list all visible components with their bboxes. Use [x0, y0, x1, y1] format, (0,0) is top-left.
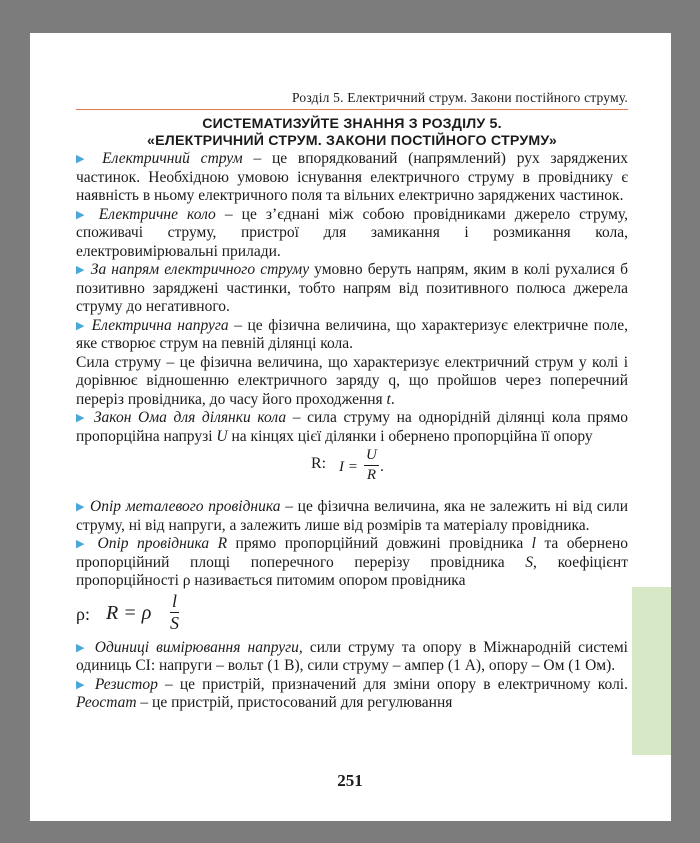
term: Електрична напруга — [91, 316, 229, 334]
term: Опір провідника — [97, 535, 210, 552]
term: Електричне коло — [98, 205, 216, 223]
page-number: 251 — [337, 771, 363, 790]
text: Сила струму – це фізична величина, що характеризує електричний струм у колі і дорівнює відношенню електричного заряду q, що пройшов через поперечний переріз провідника, до часу його проходження — [76, 353, 628, 408]
paragraph-resistance — [76, 498, 628, 535]
bullet-icon: ▶ — [76, 538, 90, 550]
text: – це пристрій, призначений для зміни опору в електричному колі. — [157, 675, 628, 693]
variable: S — [525, 553, 534, 571]
bullet-icon: ▶ — [76, 678, 88, 691]
bullet-icon: ▶ — [76, 264, 86, 276]
term: Закон Ома для ділянки кола — [93, 409, 287, 426]
text: умовно беруть напрям, яким в колі рухалися б позитивно заряджені частинки, тобто напрям від позитивного полюса джерела струму до негативного. — [76, 261, 629, 315]
section-title — [76, 116, 628, 150]
fraction-numerator: U — [364, 446, 379, 466]
paragraph-current — [76, 150, 628, 206]
bullet-icon: ▶ — [76, 319, 87, 332]
bullet-icon: ▶ — [76, 641, 88, 654]
bullet-icon: ▶ — [76, 501, 86, 513]
formula-end: . — [380, 458, 384, 475]
bullet-icon: ▶ — [76, 153, 92, 165]
paragraph-circuit — [76, 206, 628, 262]
paragraph-resistance-law — [76, 535, 628, 591]
term: Електричний струм — [102, 150, 243, 167]
chapter-tab — [632, 587, 671, 755]
section-title-line1: СИСТЕМАТИЗУЙТЕ ЗНАННЯ З РОЗДІЛУ 5. — [202, 116, 502, 132]
paragraph-current-strength — [76, 354, 628, 410]
text: та обернено пропорційний площі поперечного перерізу провідника — [76, 535, 629, 571]
bullet-icon: ▶ — [76, 208, 90, 221]
paragraph-direction — [76, 261, 628, 317]
text: – це з’єднані між собою провідниками джерело струму, споживачі струму, пристрої для замикання і розмикання кола, електровимірювальні прилади. — [76, 205, 628, 260]
section-title-line2: «ЕЛЕКТРИЧНИЙ СТРУМ. ЗАКОНИ ПОСТІЙНОГО СТРУМУ» — [147, 133, 557, 149]
paragraph-ohms-law — [76, 409, 628, 446]
variable: t — [386, 390, 391, 408]
term: Одиниці вимірювання напруги, — [94, 638, 303, 656]
fraction-denominator: R — [366, 466, 376, 483]
text: – це фізична величина, що характеризує електричне поле, яке створює струм на певній ділянці кола. — [76, 316, 628, 352]
formula-label: R: — [311, 455, 327, 472]
fraction-numerator: l — [171, 590, 177, 611]
text: прямо пропорційний довжині провідника — [227, 535, 532, 552]
text: – це впорядкований (напрямлений) рух заряджених частинок. Необхідною умовою існування електричного струму в провіднику є наявність в ньому електричного поля та вільних електрично заряджених частинок. — [76, 150, 628, 204]
text: , коефіцієнт пропорційності ρ називається питомим опором провідника — [76, 553, 628, 589]
ohms-law-formula — [76, 446, 628, 498]
text: – це фізична величина, яка не залежить ні від сили струму, ні від напруги, а залежить лише від розмірів та матеріалу провідника. — [76, 498, 629, 534]
term: За напрям електричного струму — [90, 261, 310, 278]
page-content — [76, 90, 628, 713]
text: на кінцях цієї ділянки і обернено пропорційна її опору — [227, 427, 593, 445]
formula-lhs: R = ρ — [106, 601, 152, 624]
text-end: . — [390, 390, 395, 408]
variable: U — [216, 427, 228, 445]
text: – це пристрій, пристосований для регулювання — [136, 694, 453, 711]
term: Опір металевого провідника — [90, 498, 281, 515]
text: сили струму та опору в Міжнародній системі одиниць СІ: напруги – вольт (1 В), сили струму – ампер (1 А), опору – Ом (1 Ом). — [76, 638, 628, 674]
variable: l — [531, 535, 536, 552]
formula-label: ρ: — [76, 603, 90, 624]
paragraph-units — [76, 639, 628, 676]
formula-fraction — [168, 591, 181, 634]
term: Резистор — [94, 675, 158, 693]
resistivity-formula — [76, 591, 628, 639]
bullet-icon: ▶ — [76, 412, 88, 424]
variable: R — [217, 535, 228, 552]
paragraph-resistor — [76, 676, 628, 713]
paragraph-voltage — [76, 317, 628, 354]
text: – сила струму на однорідній ділянці кола прямо пропорційна напрузі — [76, 409, 629, 445]
formula-fraction — [364, 446, 379, 484]
formula-lhs: I = — [339, 459, 358, 475]
fraction-denominator: S — [170, 612, 179, 633]
term: Реостат — [76, 694, 137, 711]
running-header: Розділ 5. Електричний струм. Закони постійного струму. — [76, 90, 628, 110]
